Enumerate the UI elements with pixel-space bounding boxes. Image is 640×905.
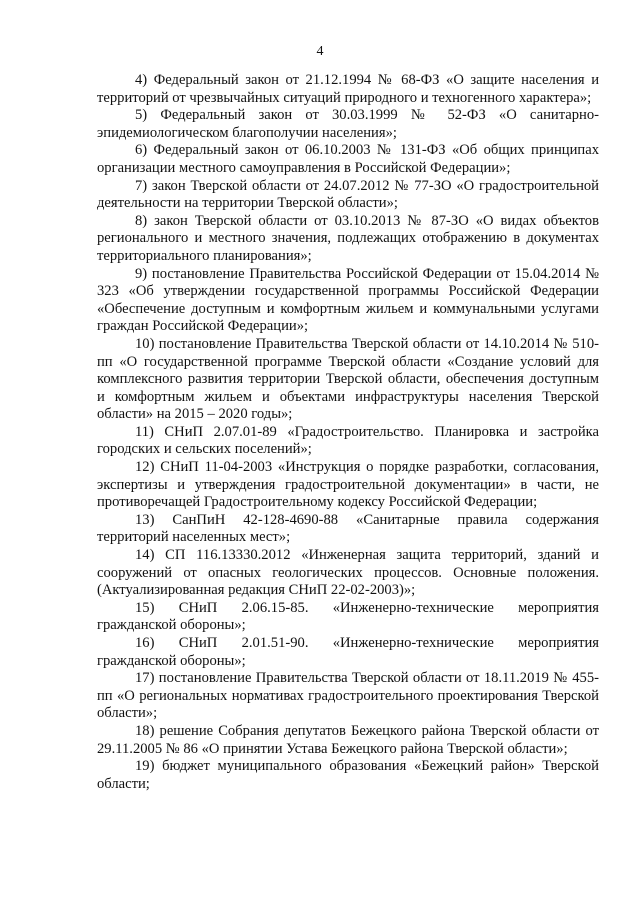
list-item: 5) Федеральный закон от 30.03.1999 № 52-ФЗ «О санитарно-эпидемиологическом благополучии населения»; xyxy=(97,107,599,141)
list-item: 14) СП 116.13330.2012 «Инженерная защита территорий, зданий и сооружений от опасных геологических процессов. Основные положения. (Актуализированная редакция СНиП 22-02-2003)»; xyxy=(97,547,599,599)
legal-basis-list xyxy=(97,72,599,793)
list-item: 17) постановление Правительства Тверской области от 18.11.2019 № 455-пп «О региональных нормативах градостроительного проектирования Тверской области»; xyxy=(97,670,599,722)
list-item: 8) закон Тверской области от 03.10.2013 № 87-ЗО «О видах объектов регионального и местного значения, подлежащих отображению в документах территориального планирования»; xyxy=(97,212,599,264)
list-item: 16) СНиП 2.01.51-90. «Инженерно-технические мероприятия гражданской обороны»; xyxy=(97,635,599,669)
list-item: 19) бюджет муниципального образования «Бежецкий район» Тверской области; xyxy=(97,758,599,792)
list-item: 15) СНиП 2.06.15-85. «Инженерно-технические мероприятия гражданской обороны»; xyxy=(97,599,599,634)
page-number: 4 xyxy=(316,44,324,59)
list-item: 7) закон Тверской области от 24.07.2012 № 77-ЗО «О градостроительной деятельности на территории Тверской области»; xyxy=(97,177,599,212)
list-item: 11) СНиП 2.07.01-89 «Градостроительство. Планировка и застройка городских и сельских поселений»; xyxy=(97,423,599,458)
list-item: 6) Федеральный закон от 06.10.2003 № 131-ФЗ «Об общих принципах организации местного самоуправления в Российской Федерации»; xyxy=(97,142,599,176)
list-item: 18) решение Собрания депутатов Бежецкого района Тверской области от 29.11.2005 № 86 «О принятии Устава Бежецкого района Тверской области»; xyxy=(97,722,599,757)
list-item: 13) СанПиН 42-128-4690-88 «Санитарные правила содержания территорий населенных мест»; xyxy=(97,511,599,546)
list-item: 12) СНиП 11-04-2003 «Инструкция о порядке разработки, согласования, экспертизы и утверждения градостроительной документации» в части, не противоречащей Градостроительному кодексу Российской Федерации; xyxy=(97,459,599,511)
list-item: 4) Федеральный закон от 21.12.1994 № 68-ФЗ «О защите населения и территорий от чрезвычайных ситуаций природного и техногенного характера»; xyxy=(97,72,599,106)
list-item: 9) постановление Правительства Российской Федерации от 15.04.2014 № 323 «Об утверждении государственной программы Российской Федерации «Обеспечение доступным и комфортным жильем и коммунальными услугами граждан Российской Федерации»; xyxy=(97,265,599,335)
list-item: 10) постановление Правительства Тверской области от 14.10.2014 № 510-пп «О государственной программе Тверской области «Создание условий для комплексного развития территории Тверской области, обеспечения доступным и комфортным жильем и объектами инфраструктуры населения Тверской области» на 2015 – 2020 годы»; xyxy=(97,335,599,423)
